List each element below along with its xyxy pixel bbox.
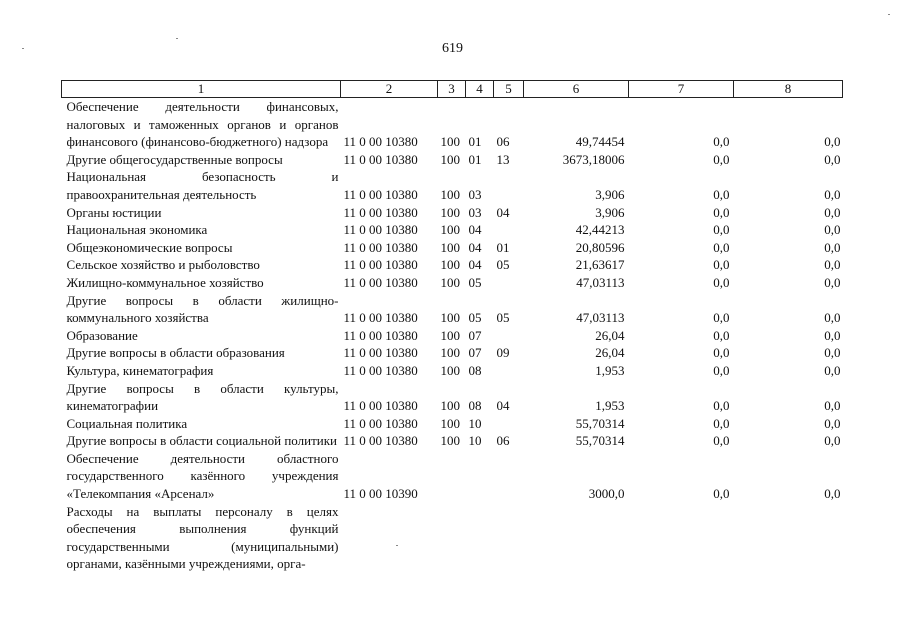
cell-pr bbox=[494, 168, 524, 203]
cell-pr: 01 bbox=[496, 239, 510, 255]
cell-vr: 100 bbox=[440, 398, 460, 414]
cell-value-7: 0,0 bbox=[713, 204, 730, 220]
cell-value-8: 0,0 bbox=[824, 239, 841, 255]
cell-rz: 04 bbox=[468, 257, 482, 273]
cell-value-8: 0,0 bbox=[824, 362, 841, 378]
cell-value-6: 1,953 bbox=[595, 398, 625, 414]
cell-value-8 bbox=[734, 503, 843, 573]
cell-value-7: 0,0 bbox=[713, 151, 730, 167]
cell-csr: 11 0 00 10380 bbox=[343, 222, 418, 238]
cell-rz: 04 bbox=[468, 239, 482, 255]
cell-csr: 11 0 00 10380 bbox=[343, 433, 418, 449]
cell-value-8: 0,0 bbox=[824, 222, 841, 238]
header-col-7: 7 bbox=[629, 81, 734, 98]
cell-vr: 100 bbox=[440, 362, 460, 378]
cell-pr: 09 bbox=[496, 345, 510, 361]
cell-name: Социальная политика bbox=[66, 415, 188, 431]
cell-pr: 05 bbox=[496, 257, 510, 273]
header-row bbox=[62, 81, 843, 98]
scan-speck bbox=[888, 14, 890, 15]
cell-vr: 100 bbox=[440, 433, 460, 449]
scan-speck bbox=[176, 38, 178, 39]
cell-value-8: 0,0 bbox=[824, 398, 841, 414]
scan-speck bbox=[396, 545, 398, 546]
cell-csr: 11 0 00 10380 bbox=[343, 415, 418, 431]
cell-value-8: 0,0 bbox=[824, 486, 841, 502]
cell-pr bbox=[494, 327, 524, 345]
cell-pr: 06 bbox=[496, 134, 510, 150]
cell-value-7: 0,0 bbox=[713, 327, 730, 343]
cell-csr: 11 0 00 10380 bbox=[343, 327, 418, 343]
cell-rz: 08 bbox=[468, 362, 482, 378]
cell-value-6: 55,70314 bbox=[575, 415, 625, 431]
table-row bbox=[62, 274, 843, 292]
cell-name: Другие вопросы в области культуры, кинематографии bbox=[66, 380, 339, 414]
cell-rz: 01 bbox=[468, 151, 482, 167]
cell-value-7: 0,0 bbox=[713, 134, 730, 150]
header-col-2: 2 bbox=[341, 81, 438, 98]
cell-name: Сельское хозяйство и рыболовство bbox=[66, 257, 260, 273]
cell-value-8: 0,0 bbox=[824, 186, 841, 202]
cell-value-6: 47,03113 bbox=[576, 274, 625, 290]
cell-name: Другие вопросы в области жилищно-коммунального хозяйства bbox=[66, 292, 339, 326]
cell-value-6: 47,03113 bbox=[576, 310, 625, 326]
cell-name: Расходы на выплаты персоналу в целях обеспечения выполнения функций государственными (муниципальными) органами, казёнными учреждениями, орга- bbox=[66, 503, 339, 572]
cell-value-6: 3,906 bbox=[595, 186, 625, 202]
cell-pr bbox=[494, 274, 524, 292]
cell-rz: 03 bbox=[468, 186, 482, 202]
cell-value-7: 0,0 bbox=[713, 257, 730, 273]
cell-csr: 11 0 00 10380 bbox=[343, 204, 418, 220]
cell-value-7: 0,0 bbox=[713, 415, 730, 431]
cell-csr: 11 0 00 10380 bbox=[343, 186, 418, 202]
cell-vr bbox=[438, 503, 466, 573]
cell-value-8: 0,0 bbox=[824, 415, 841, 431]
cell-value-7: 0,0 bbox=[713, 362, 730, 378]
cell-name: Другие вопросы в области социальной политики bbox=[66, 433, 337, 449]
cell-value-6: 21,63617 bbox=[575, 257, 625, 273]
cell-name: Обеспечение деятельности областного государственного казённого учреждения «Телекомпания «Арсенал» bbox=[66, 450, 339, 502]
table-row bbox=[62, 503, 843, 573]
cell-pr: 05 bbox=[496, 310, 510, 326]
cell-name: Другие вопросы в области образования bbox=[66, 345, 285, 361]
cell-rz: 08 bbox=[468, 398, 482, 414]
cell-name: Органы юстиции bbox=[66, 204, 162, 220]
cell-rz: 05 bbox=[468, 274, 482, 290]
cell-vr: 100 bbox=[440, 310, 460, 326]
cell-rz: 05 bbox=[468, 310, 482, 326]
cell-pr: 06 bbox=[496, 433, 510, 449]
cell-csr: 11 0 00 10380 bbox=[343, 274, 418, 290]
cell-pr bbox=[494, 450, 524, 503]
cell-value-7: 0,0 bbox=[713, 310, 730, 326]
cell-pr bbox=[494, 503, 524, 573]
cell-pr: 04 bbox=[496, 204, 510, 220]
cell-vr: 100 bbox=[440, 151, 460, 167]
page-number: 619 bbox=[442, 41, 463, 56]
cell-name: Культура, кинематография bbox=[66, 362, 214, 378]
cell-value-7: 0,0 bbox=[713, 274, 730, 290]
cell-csr: 11 0 00 10380 bbox=[343, 239, 418, 255]
cell-pr bbox=[494, 362, 524, 380]
cell-pr: 04 bbox=[496, 398, 510, 414]
table-row bbox=[62, 432, 843, 450]
cell-pr: 13 bbox=[496, 151, 510, 167]
cell-csr: 11 0 00 10380 bbox=[343, 134, 418, 150]
cell-rz: 04 bbox=[468, 222, 482, 238]
table-row bbox=[62, 292, 843, 327]
table-row bbox=[62, 151, 843, 169]
cell-value-6: 20,80596 bbox=[575, 239, 625, 255]
cell-value-8: 0,0 bbox=[824, 310, 841, 326]
table-row bbox=[62, 380, 843, 415]
cell-value-7 bbox=[629, 503, 734, 573]
cell-vr: 100 bbox=[440, 204, 460, 220]
cell-rz: 03 bbox=[468, 204, 482, 220]
cell-value-6: 26,04 bbox=[595, 327, 625, 343]
cell-value-7: 0,0 bbox=[713, 186, 730, 202]
cell-value-8: 0,0 bbox=[824, 204, 841, 220]
table-row bbox=[62, 221, 843, 239]
cell-rz: 10 bbox=[468, 415, 482, 431]
cell-vr: 100 bbox=[440, 222, 460, 238]
cell-value-6: 26,04 bbox=[595, 345, 625, 361]
cell-value-6: 3000,0 bbox=[588, 486, 625, 502]
cell-vr: 100 bbox=[440, 134, 460, 150]
cell-value-7: 0,0 bbox=[713, 239, 730, 255]
cell-name: Жилищно-коммунальное хозяйство bbox=[66, 274, 264, 290]
cell-csr: 11 0 00 10390 bbox=[343, 486, 418, 502]
cell-vr: 100 bbox=[440, 345, 460, 361]
cell-rz: 01 bbox=[468, 134, 482, 150]
cell-name: Образование bbox=[66, 327, 138, 343]
cell-csr bbox=[341, 503, 438, 573]
cell-csr: 11 0 00 10380 bbox=[343, 398, 418, 414]
cell-pr bbox=[494, 221, 524, 239]
cell-value-8: 0,0 bbox=[824, 274, 841, 290]
table-row bbox=[62, 344, 843, 362]
cell-value-6: 55,70314 bbox=[575, 433, 625, 449]
cell-rz: 07 bbox=[468, 345, 482, 361]
table-row bbox=[62, 168, 843, 203]
cell-value-6: 42,44213 bbox=[575, 222, 625, 238]
cell-value-7: 0,0 bbox=[713, 345, 730, 361]
cell-value-7: 0,0 bbox=[713, 433, 730, 449]
cell-value-6: 49,74454 bbox=[575, 134, 625, 150]
cell-value-7: 0,0 bbox=[713, 486, 730, 502]
cell-vr bbox=[438, 450, 466, 503]
cell-csr: 11 0 00 10380 bbox=[343, 362, 418, 378]
cell-csr: 11 0 00 10380 bbox=[343, 257, 418, 273]
cell-vr: 100 bbox=[440, 186, 460, 202]
table-row bbox=[62, 239, 843, 257]
cell-value-8: 0,0 bbox=[824, 345, 841, 361]
cell-rz bbox=[466, 503, 494, 573]
scan-speck bbox=[22, 48, 24, 49]
cell-vr: 100 bbox=[440, 415, 460, 431]
table-row bbox=[62, 415, 843, 433]
table-row bbox=[62, 450, 843, 503]
table-row bbox=[62, 327, 843, 345]
cell-value-6: 1,953 bbox=[595, 362, 625, 378]
header-col-8: 8 bbox=[734, 81, 843, 98]
cell-rz: 07 bbox=[468, 327, 482, 343]
header-col-3: 3 bbox=[438, 81, 466, 98]
table-row bbox=[62, 204, 843, 222]
cell-value-7: 0,0 bbox=[713, 398, 730, 414]
cell-csr: 11 0 00 10380 bbox=[343, 345, 418, 361]
cell-csr: 11 0 00 10380 bbox=[343, 310, 418, 326]
cell-value-8: 0,0 bbox=[824, 257, 841, 273]
cell-name: Общеэкономические вопросы bbox=[66, 239, 233, 255]
table-body bbox=[62, 98, 843, 574]
cell-name: Национальная безопасность и правоохранительная деятельность bbox=[66, 169, 339, 202]
table-row bbox=[62, 256, 843, 274]
cell-rz: 10 bbox=[468, 433, 482, 449]
cell-name: Обеспечение деятельности финансовых, налоговых и таможенных органов и органов финансового (финансово-бюджетного) надзора bbox=[66, 99, 339, 150]
cell-value-6 bbox=[524, 503, 629, 573]
cell-value-6: 3673,18006 bbox=[562, 151, 625, 167]
cell-vr: 100 bbox=[440, 257, 460, 273]
cell-csr: 11 0 00 10380 bbox=[343, 151, 418, 167]
cell-value-7: 0,0 bbox=[713, 222, 730, 238]
cell-pr bbox=[494, 415, 524, 433]
header-col-1: 1 bbox=[62, 81, 341, 98]
cell-value-8: 0,0 bbox=[824, 433, 841, 449]
header-col-6: 6 bbox=[524, 81, 629, 98]
header-col-4: 4 bbox=[466, 81, 494, 98]
cell-value-8: 0,0 bbox=[824, 134, 841, 150]
cell-value-6: 3,906 bbox=[595, 204, 625, 220]
header-col-5: 5 bbox=[494, 81, 524, 98]
cell-vr: 100 bbox=[440, 327, 460, 343]
cell-name: Национальная экономика bbox=[66, 222, 208, 238]
table-row bbox=[62, 362, 843, 380]
cell-name: Другие общегосударственные вопросы bbox=[66, 151, 283, 167]
cell-vr: 100 bbox=[440, 239, 460, 255]
budget-table bbox=[61, 80, 843, 573]
cell-value-8: 0,0 bbox=[824, 151, 841, 167]
table-row bbox=[62, 98, 843, 151]
cell-rz bbox=[466, 450, 494, 503]
cell-vr: 100 bbox=[440, 274, 460, 290]
cell-value-8: 0,0 bbox=[824, 327, 841, 343]
